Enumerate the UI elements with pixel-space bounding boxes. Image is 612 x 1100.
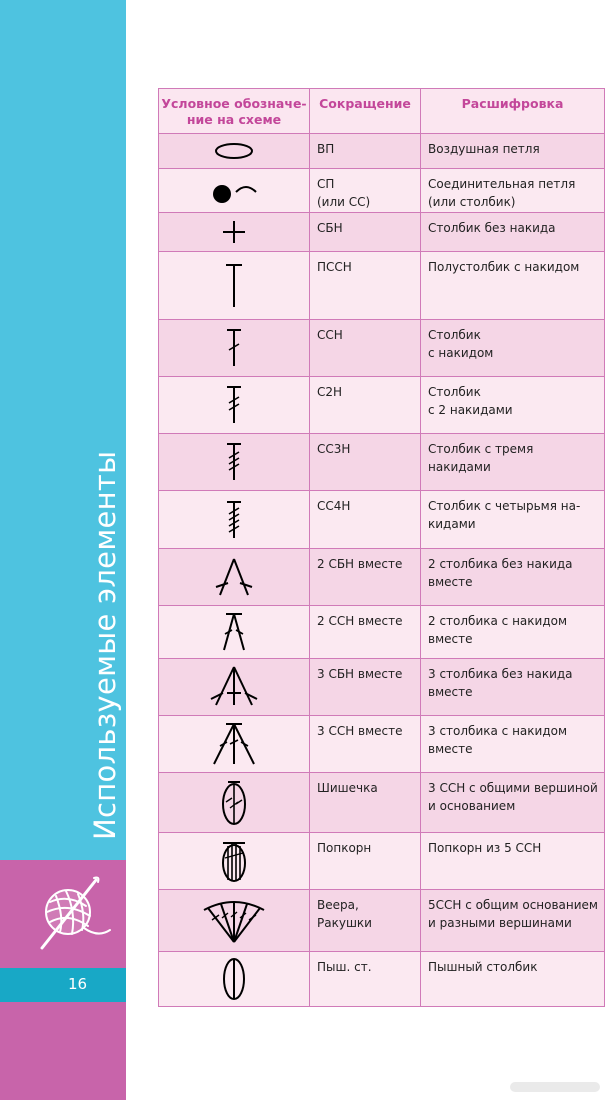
abbreviation-cell: 3 СБН вместе (310, 659, 421, 716)
dc3tog-icon (208, 720, 260, 768)
description-cell: 3 ССН с общими вершиной и основанием (421, 773, 605, 833)
crochet-symbols-table (158, 88, 605, 1007)
abbreviation-cell: 2 ССН вместе (310, 606, 421, 659)
table-row (159, 213, 605, 252)
description-cell: Столбик без накида (421, 213, 605, 252)
table-row (159, 377, 605, 434)
description-cell: Попкорн из 5 ССН (421, 833, 605, 890)
abbreviation-cell: СС4Н (310, 491, 421, 549)
table-row (159, 773, 605, 833)
description-cell: Столбик с четырьмя на-кидами (421, 491, 605, 549)
header-description: Расшифровка (421, 89, 605, 134)
symbol-cell (159, 320, 310, 377)
description-cell: Соединительная петля (или столбик) (421, 169, 605, 213)
table-row (159, 659, 605, 716)
dc2tog-icon (216, 610, 252, 654)
table-row (159, 169, 605, 213)
symbol-cell (159, 659, 310, 716)
popcorn-icon (217, 838, 251, 884)
table-row (159, 716, 605, 773)
table-row (159, 549, 605, 606)
abbreviation-cell: Попкорн (310, 833, 421, 890)
abbreviation-cell: ССН (310, 320, 421, 377)
description-cell: Пышный столбик (421, 952, 605, 1007)
description-cell: Столбик с накидом (421, 320, 605, 377)
abbreviation-cell: 3 ССН вместе (310, 716, 421, 773)
slip-stitch-icon (204, 176, 264, 206)
double-crochet-icon (222, 326, 246, 370)
table-row (159, 134, 605, 169)
abbreviation-cell: 2 СБН вместе (310, 549, 421, 606)
page-number-band (0, 968, 126, 1002)
symbol-cell (159, 549, 310, 606)
abbreviation-cell: Пыш. ст. (310, 952, 421, 1007)
description-cell: 3 столбика с накидом вместе (421, 716, 605, 773)
abbreviation-cell: Веера, Ракушки (310, 890, 421, 952)
description-cell: Воздушная петля (421, 134, 605, 169)
header-symbol: Условное обозначе-ние на схеме (159, 89, 310, 134)
table-row (159, 833, 605, 890)
yarn-ball-icon (38, 872, 112, 952)
single-crochet-icon (220, 218, 248, 246)
bobble-icon (216, 778, 252, 828)
table-row (159, 252, 605, 320)
description-cell: 2 столбика с накидом вместе (421, 606, 605, 659)
abbreviation-cell: Шишечка (310, 773, 421, 833)
abbreviation-cell: СП (или СС) (310, 169, 421, 213)
symbol-cell (159, 169, 310, 213)
watermark (510, 1082, 600, 1092)
symbol-cell (159, 434, 310, 491)
shell-fan-icon (200, 896, 268, 946)
symbol-cell (159, 890, 310, 952)
table-row (159, 606, 605, 659)
half-double-crochet-icon (222, 261, 246, 311)
abbreviation-cell: ПССН (310, 252, 421, 320)
symbol-cell (159, 606, 310, 659)
table-row (159, 320, 605, 377)
section-title: Используемые элементы (88, 450, 122, 840)
abbreviation-cell: ВП (310, 134, 421, 169)
treble-crochet-icon (222, 383, 246, 427)
header-abbreviation: Сокращение (310, 89, 421, 134)
sidebar-footer (0, 1002, 126, 1100)
description-cell: Столбик с тремя накидами (421, 434, 605, 491)
symbol-cell (159, 377, 310, 434)
table-row (159, 952, 605, 1007)
triple-treble-icon (222, 498, 246, 542)
sc2tog-icon (212, 555, 256, 599)
symbol-cell (159, 833, 310, 890)
page-number: 16 (68, 975, 88, 993)
table-row (159, 491, 605, 549)
symbol-cell (159, 213, 310, 252)
abbreviation-cell: СБН (310, 213, 421, 252)
double-treble-icon (222, 440, 246, 484)
description-cell: Столбик с 2 накидами (421, 377, 605, 434)
sc3tog-icon (208, 663, 260, 711)
table-row (159, 434, 605, 491)
table-row (159, 890, 605, 952)
chain-stitch-icon (212, 140, 256, 162)
symbol-cell (159, 252, 310, 320)
symbol-cell (159, 773, 310, 833)
symbol-cell (159, 134, 310, 169)
abbreviation-cell: С2Н (310, 377, 421, 434)
description-cell: 3 столбика без накида вместе (421, 659, 605, 716)
symbol-cell (159, 952, 310, 1007)
description-cell: Полустолбик с накидом (421, 252, 605, 320)
symbol-cell (159, 716, 310, 773)
description-cell: 5ССН с общим основанием и разными вершинами (421, 890, 605, 952)
symbol-cell (159, 491, 310, 549)
description-cell: 2 столбика без накида вместе (421, 549, 605, 606)
table-header-row (159, 89, 605, 134)
puff-stitch-icon (219, 955, 249, 1003)
abbreviation-cell: СС3Н (310, 434, 421, 491)
